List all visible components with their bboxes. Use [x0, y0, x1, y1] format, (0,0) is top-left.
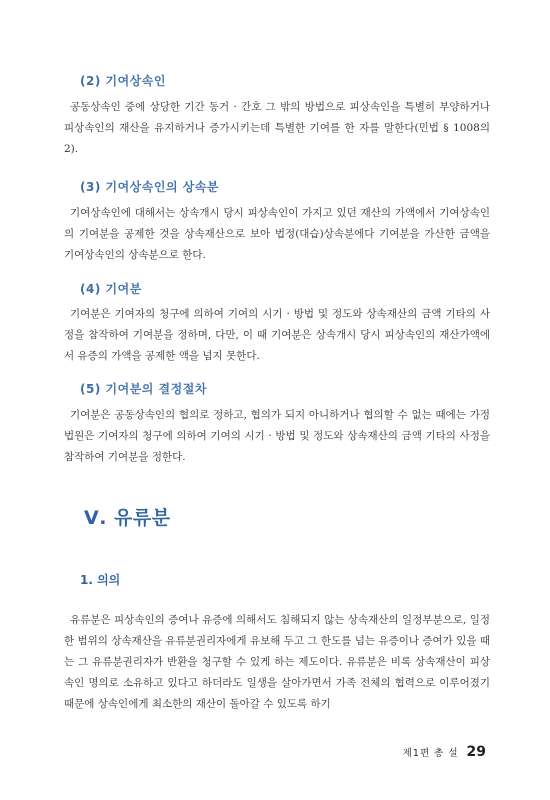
section-paragraph-contributing-heir-share: 기여상속인에 대해서는 상속개시 당시 피상속인이 가지고 있던 재산의 가액에서 기여상속인의 기여분을 공제한 것을 상속재산으로 보아 법정(대습)상속분에다 기여분을 가산한 금액을 기여상속인의 상속분으로 한다.	[64, 207, 490, 261]
section-heading-contribution-portion: (4) 기여분	[80, 282, 142, 296]
subsection-paragraph-meaning: 유류분은 피상속인의 증여나 유증에 의해서도 침해되지 않는 상속재산의 일정부분으로, 일정한 범위의 상속재산을 유류분권리자에게 유보해 두고 그 한도를 넘는 유증이나 증여가 있을 때는 그 유류분권리자가 반환을 청구할 수 있게 하는 제도이다. 유류분은 비록 상속재산이 피상속인 명의로 소유하고 있다고 하더라도 일생을 살아가면서 가족 전체의 협력으로 이루어졌기 때문에 상속인에게 최소한의 재산이 돌아갈 수 있도록 하기	[64, 614, 490, 710]
chapter-title: Ⅴ. 유류분	[84, 507, 171, 529]
section-paragraph-contribution-portion: 기여분은 기여자의 청구에 의하여 기여의 시기 · 방법 및 정도와 상속재산의 금액 기타의 사정을 참작하여 기여분을 정하며, 다만, 이 때 기여분은 상속개시 당시 피상속인의 재산가액에서 유증의 가액을 공제한 액을 넘지 못한다.	[64, 308, 490, 362]
section-heading-decision-procedure: (5) 기여분의 결정절차	[80, 382, 207, 396]
section-paragraph-contributing-heir: 공동상속인 중에 상당한 기간 동거 · 간호 그 밖의 방법으로 피상속인을 특별히 부양하거나 피상속인의 재산을 유지하거나 증가시키는데 특별한 기여를 한 자를 말한다(민법 § 1008의2).	[64, 101, 490, 155]
section-heading-contributing-heir: (2) 기여상속인	[80, 74, 166, 88]
page-footer	[403, 744, 486, 760]
footer-part-label: 제1편 총 설	[402, 748, 459, 759]
page-number: 29	[466, 744, 486, 760]
section-paragraph-decision-procedure: 기여분은 공동상속인의 협의로 정하고, 협의가 되지 아니하거나 협의할 수 없는 때에는 가정법원은 기여자의 청구에 의하여 기여의 시기 · 방법 및 정도와 상속재산의 금액 기타의 사정을 참작하여 기여분을 정한다.	[64, 409, 490, 463]
subsection-heading-meaning: 1. 의의	[80, 573, 121, 587]
section-heading-contributing-heir-share: (3) 기여상속인의 상속분	[80, 180, 220, 194]
